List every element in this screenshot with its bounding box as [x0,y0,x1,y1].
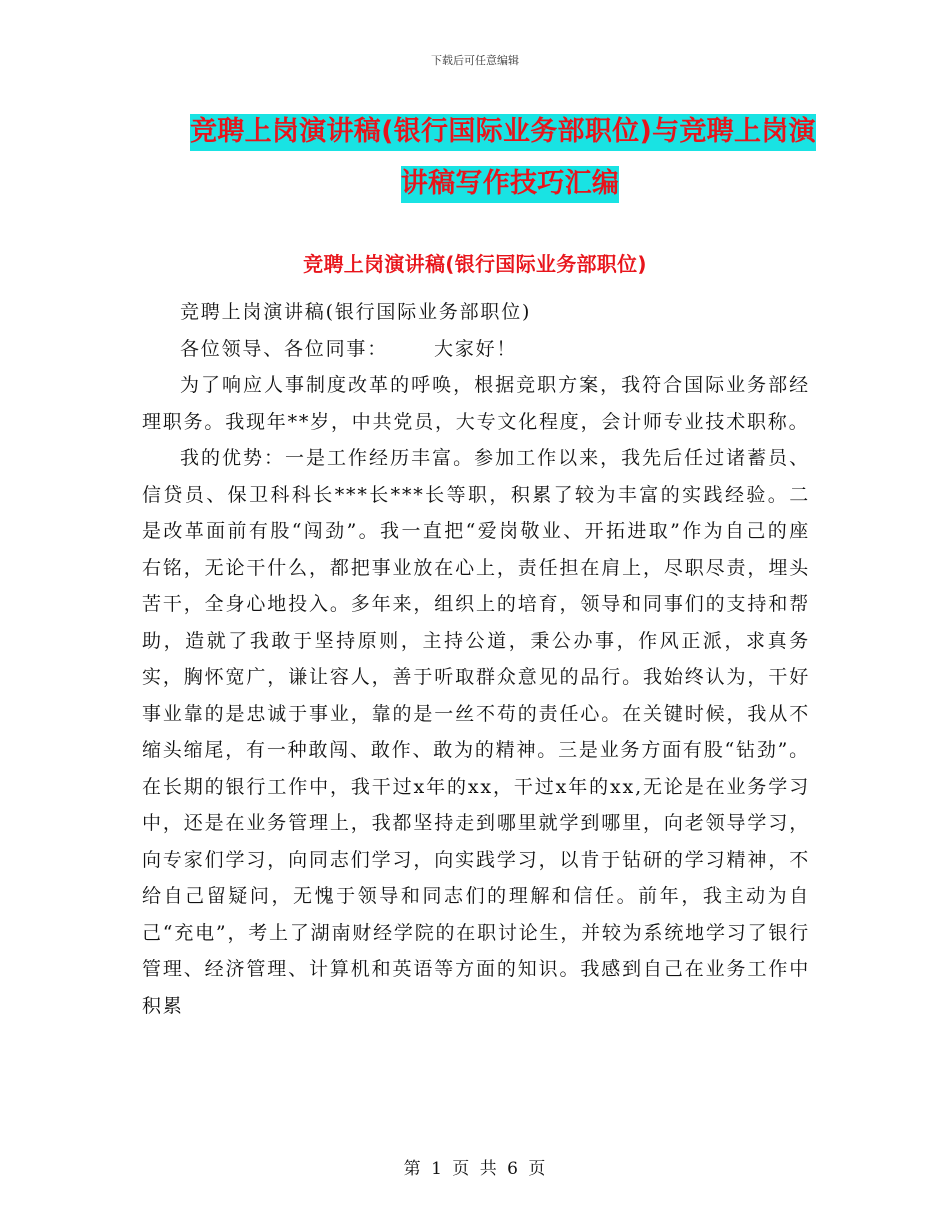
document-title [190,108,830,208]
document-body [142,294,810,1024]
title-line-1: 竞聘上岗演讲稿(银行国际业务部职位)与竞聘上岗演 [190,114,816,151]
title-line-2: 讲稿写作技巧汇编 [401,166,619,203]
section-title: 竞聘上岗演讲稿(银行国际业务部职位) [303,252,647,276]
salutation: 各位领导、各位同事： [180,337,389,360]
greeting [142,331,810,368]
subtitle: 竞聘上岗演讲稿(银行国际业务部职位) [180,301,532,323]
hello: 大家好！ [434,337,518,360]
paragraph-1: 为了响应人事制度改革的呼唤，根据竞职方案，我符合国际业务部经理职务。我现年**岁，中共党员，大专文化程度，会计师专业技术职称。 [142,374,810,433]
page-number: 第 1 页 共 6 页 [403,1159,547,1179]
paragraph-2: 我的优势：一是工作经历丰富。参加工作以来，我先后任过诸蓄员、信贷员、保卫科科长***长***长等职，积累了较为丰富的实践经验。二是改革面前有股“闯劲”。我一直把“爱岗敬业、开拓进取”作为自己的座右铭，无论干什么，都把事业放在心上，责任担在肩上，尽职尽责，埋头苦干，全身心地投入。多年来，组织上的培育，领导和同事们的支持和帮助，造就了我敢于坚持原则，主持公道，秉公办事，作风正派，求真务实，胸怀宽广，谦让容人，善于听取群众意见的品行。我始终认为，干好事业靠的是忠诚于事业，靠的是一丝不苟的责任心。在关键时候，我从不缩头缩尾，有一种敢闯、敢作、敢为的精神。三是业务方面有股“钻劲”。在长期的银行工作中，我干过x年的xx，干过x年的xx,无论是在业务学习中，还是在业务管理上，我都坚持走到哪里就学到哪里，向老领导学习，向专家们学习，向同志们学习，向实践学习，以肯于钻研的学习精神，不给自己留疑问，无愧于领导和同志们的理解和信任。前年，我主动为自己“充电”，考上了湖南财经学院的在职讨论生，并较为系统地学习了银行管理、经济管理、计算机和英语等方面的知识。我感到自己在业务工作中积累 [142,447,810,1017]
header-note: 下载后可任意编辑 [431,54,519,67]
